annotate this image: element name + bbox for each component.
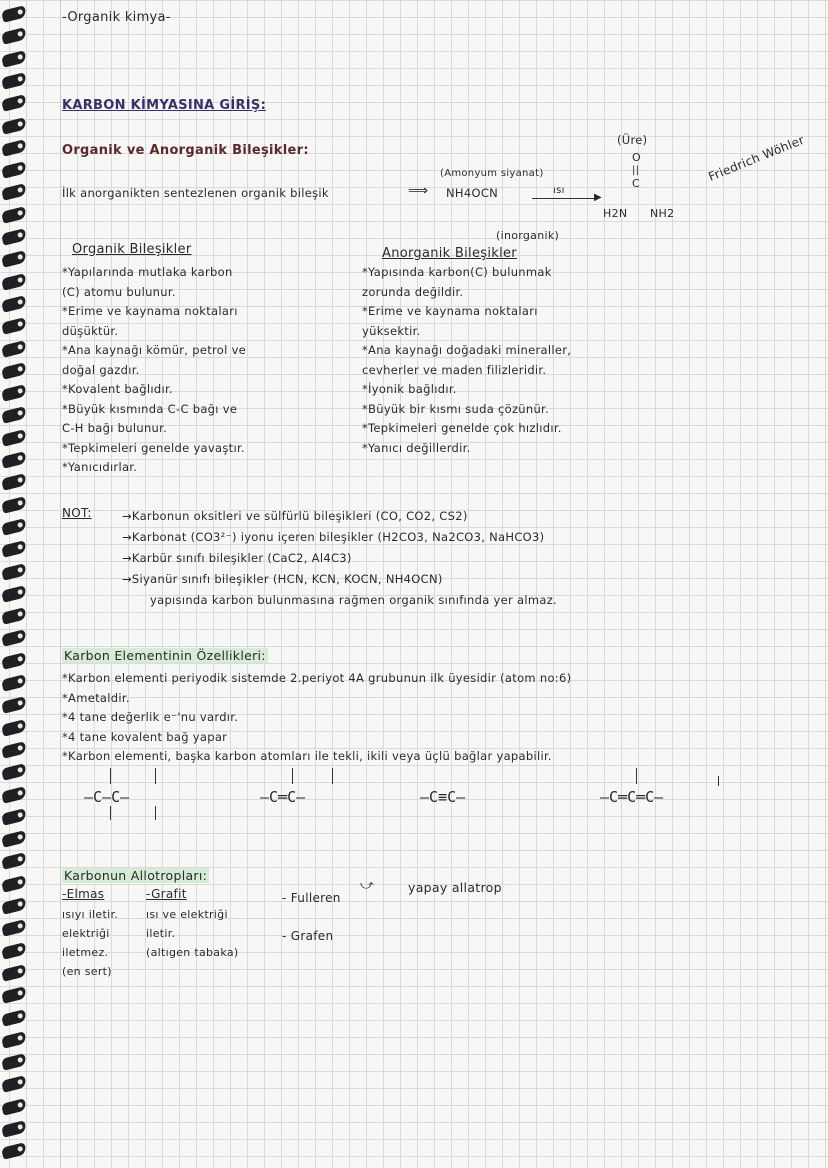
list-item: ısıyı iletir. (62, 908, 119, 921)
list-item: C-H bağı bulunur. (62, 421, 168, 435)
inorganic-heading: Anorganik Bileşikler (382, 246, 517, 261)
bond-stub (155, 806, 156, 820)
spiral-ring (1, 384, 27, 401)
spiral-ring (1, 630, 27, 647)
list-item: *Karbon elementi periyodik sistemde 2.periyot 4A grubunun ilk üyesidir (atom no:6) (62, 671, 572, 685)
list-item: *Erime ve kaynama noktaları (62, 304, 238, 318)
diamond-name: -Elmas (62, 887, 105, 901)
list-item: *4 tane kovalent bağ yapar (62, 729, 228, 744)
list-item: (altıgen tabaka) (146, 946, 239, 959)
wohler-intro: İlk anorganikten sentezlenen organik bileşik (62, 186, 329, 200)
scientist-name: Friedrich Wöhler (706, 132, 807, 184)
spiral-ring (1, 830, 27, 847)
list-item: elektriği (62, 927, 110, 940)
list-item: *Erime ve kaynama noktaları (362, 304, 538, 318)
reaction-arrow-head-icon: ▶ (594, 192, 602, 203)
list-item: zorunda değildir. (362, 284, 464, 299)
graphite-name: -Grafit (146, 887, 187, 901)
spiral-ring (1, 251, 27, 268)
list-item: (en sert) (62, 965, 112, 978)
spiral-ring (1, 763, 27, 780)
list-item: *Ana kaynağı kömür, petrol ve (62, 343, 247, 357)
bond-formula: —C≡C— (420, 788, 466, 806)
list-item: *İyonik bağlıdır. (362, 382, 457, 396)
list-item: *Ana kaynağı doğadaki mineraller, (362, 343, 572, 357)
bond-stub (332, 768, 333, 784)
spiral-ring (1, 1098, 27, 1115)
spiral-ring (1, 206, 27, 223)
reaction-arrow-icon: ⟹ (408, 183, 429, 199)
reaction-condition: ısı (553, 185, 565, 196)
list-item: →Karbonat (CO3²⁻) iyonu içeren bileşikler (H2CO3, Na2CO3, NaHCO3) (122, 530, 545, 544)
spiral-ring (1, 184, 27, 201)
spiral-ring (1, 362, 27, 379)
bond-stub (110, 768, 111, 784)
spiral-ring (1, 50, 27, 67)
spiral-binding (0, 0, 30, 1168)
bond-stub (155, 768, 156, 784)
product-oxygen: O (632, 151, 641, 164)
bond-stub (718, 776, 719, 786)
note-conclusion: yapısında karbon bulunmasına rağmen organik sınıfında yer almaz. (150, 593, 557, 607)
spiral-ring (1, 273, 27, 290)
list-item: *Kovalent bağlıdır. (62, 382, 173, 396)
spiral-ring (1, 340, 27, 357)
fullerene-note: yapay allatrop (408, 880, 502, 895)
fullerene-name: - Fulleren (282, 891, 341, 905)
spiral-ring (1, 72, 27, 89)
list-item: *4 tane değerlik e⁻'nu vardır. (62, 710, 239, 724)
spiral-ring (1, 719, 27, 736)
spiral-ring (1, 94, 27, 111)
spiral-ring (1, 1076, 27, 1093)
organic-heading: Organik Bileşikler (72, 242, 192, 257)
spiral-ring (1, 1120, 27, 1137)
list-item: *Yapısında karbon(C) bulunmak (362, 265, 552, 279)
spiral-ring (1, 496, 27, 513)
list-item: (C) atomu bulunur. (62, 284, 176, 299)
spiral-ring (1, 607, 27, 624)
list-item: *Tepkimeleri genelde yavaştır. (62, 440, 245, 455)
list-item: düşüktür. (62, 323, 119, 338)
spiral-ring (1, 808, 27, 825)
spiral-ring (1, 674, 27, 691)
spiral-ring (1, 964, 27, 981)
spiral-ring (1, 407, 27, 424)
product-carbon: C (632, 177, 640, 190)
list-item: *Karbon elementi, başka karbon atomları ile tekli, ikili veya üçlü bağlar yapabilir. (62, 749, 552, 763)
note-label: NOT: (62, 506, 92, 520)
list-item: *Yapılarında mutlaka karbon (62, 265, 233, 279)
bond-stub (636, 768, 637, 784)
list-item: *Tepkimeleri genelde çok hızlıdır. (362, 421, 562, 435)
spiral-ring (1, 563, 27, 580)
list-item: →Karbür sınıfı bileşikler (CaC2, Al4C3) (122, 551, 352, 565)
list-item: yüksektir. (362, 323, 421, 338)
list-item: *Büyük bir kısmı suda çözünür. (362, 401, 549, 416)
spiral-ring (1, 741, 27, 758)
reactant-formula: NH4OCN (446, 186, 499, 200)
list-item: ısı ve elektriği (146, 908, 228, 921)
spiral-ring (1, 652, 27, 669)
bond-formula: —C—C— (84, 788, 130, 806)
spiral-ring (1, 5, 27, 22)
subject-header: -Organik kimya- (62, 10, 171, 25)
spiral-ring (1, 986, 27, 1003)
graphene-name: - Grafen (282, 929, 334, 943)
product-right-group: NH2 (650, 207, 675, 220)
product-label: (Üre) (617, 133, 648, 147)
spiral-ring (1, 1031, 27, 1048)
reactant-label: (Amonyum siyanat) (440, 168, 544, 179)
spiral-ring (1, 429, 27, 446)
spiral-ring (1, 697, 27, 714)
spiral-ring (1, 139, 27, 156)
spiral-ring (1, 317, 27, 334)
spiral-ring (1, 920, 27, 937)
spiral-ring (1, 295, 27, 312)
product-left-group: H2N (603, 207, 628, 220)
list-item: →Karbonun oksitleri ve sülfürlü bileşikleri (CO, CO2, CS2) (122, 509, 468, 523)
list-item: *Yanıcı değillerdir. (362, 440, 471, 455)
list-item: iletmez. (62, 946, 109, 959)
list-item: doğal gazdır. (62, 362, 140, 377)
spiral-ring (1, 585, 27, 602)
spiral-ring (1, 117, 27, 134)
spiral-ring (1, 1053, 27, 1070)
bond-stub (110, 806, 111, 820)
spiral-ring (1, 518, 27, 535)
curved-arrow-icon: ⤻ (360, 878, 374, 893)
carbon-heading: Karbon Elementinin Özellikleri: (64, 648, 266, 663)
allotropes-heading: Karbonun Allotropları: (64, 868, 208, 883)
list-item: iletir. (146, 927, 176, 940)
spiral-ring (1, 451, 27, 468)
list-item: →Siyanür sınıfı bileşikler (HCN, KCN, KOCN, NH4OCN) (122, 572, 443, 586)
list-item: *Büyük kısmında C-C bağı ve (62, 401, 238, 416)
spiral-ring (1, 875, 27, 892)
margin-line (60, 0, 61, 1168)
section-heading-organic-inorganic: Organik ve Anorganik Bileşikler: (62, 143, 309, 158)
list-item: *Yanıcıdırlar. (62, 460, 138, 474)
list-item: cevherler ve maden filizleridir. (362, 362, 547, 377)
spiral-ring (1, 1009, 27, 1026)
page-title: KARBON KİMYASINA GİRİŞ: (62, 98, 267, 113)
inorganic-note: (inorganik) (496, 229, 560, 242)
reaction-line (532, 198, 598, 199)
spiral-ring (1, 540, 27, 557)
spiral-ring (1, 474, 27, 491)
spiral-ring (1, 897, 27, 914)
spiral-ring (1, 786, 27, 803)
bond-formula: —C═C═C— (600, 788, 664, 806)
product-double-bond: || (632, 165, 640, 176)
spiral-ring (1, 228, 27, 245)
spiral-ring (1, 161, 27, 178)
spiral-ring (1, 853, 27, 870)
spiral-ring (1, 942, 27, 959)
spiral-ring (1, 28, 27, 45)
bond-formula: —C═C— (260, 788, 306, 806)
list-item: *Ametaldir. (62, 690, 130, 705)
bond-stub (292, 768, 293, 784)
spiral-ring (1, 1143, 27, 1160)
